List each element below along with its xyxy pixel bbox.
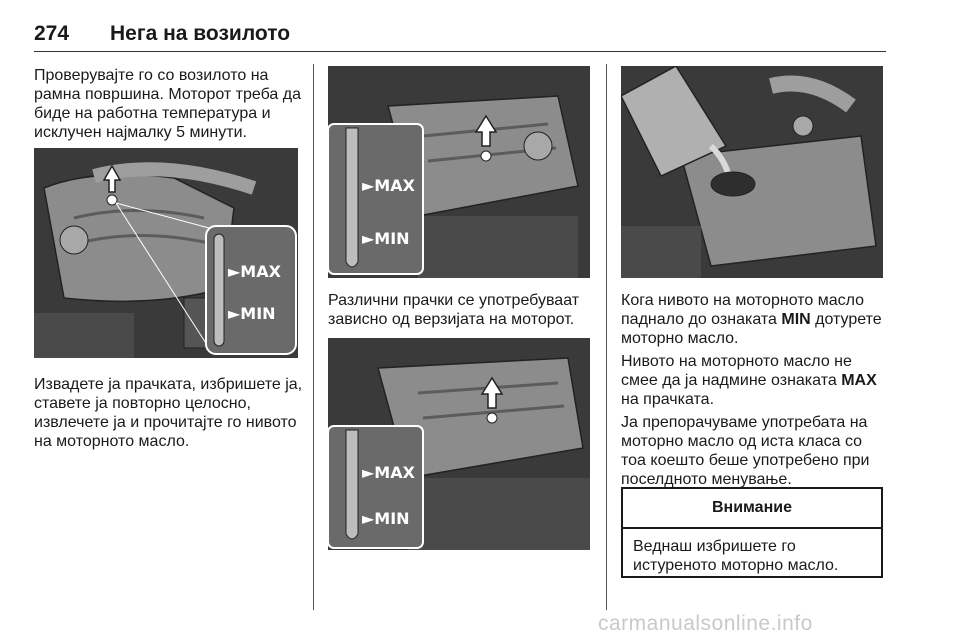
dipstick-min-label-1: ►MIN	[228, 304, 276, 323]
text-max-after: на прачката.	[621, 391, 715, 408]
column-divider-1	[313, 64, 314, 610]
figure-caption: Различни прачки се употребуваат зависно од верзијата на моторот.	[328, 292, 580, 328]
paragraph-recommendation: Ја препорачуваме употребата на моторно масло од иста класа со тоа коешто беше употребено при поселдното менување.	[621, 414, 870, 488]
intro-paragraph: Проверувајте го со возилото на рамна површина. Моторот треба да биде на работна температура и исклучен најмалку 5 минути.	[34, 67, 301, 141]
engine-bay-figure-1	[34, 148, 298, 358]
paragraph-min-level	[621, 291, 887, 348]
page-header	[34, 22, 886, 52]
notice-box	[621, 487, 883, 578]
text-min-after: дотурете моторно масло.	[621, 311, 882, 347]
notice-text: Веднаш избришете го истуреното моторно масло.	[633, 538, 839, 574]
page-number: 274	[34, 22, 70, 45]
oil-filling-figure	[621, 66, 883, 278]
text-max-before: Нивото на моторното масло не смее да ја надмине ознаката	[621, 353, 852, 389]
paragraph-max-level	[621, 352, 887, 409]
page-title: Нега на возилото	[110, 22, 291, 45]
notice-title: Внимание	[623, 489, 881, 529]
dipstick-min-label-2: ►MIN	[362, 229, 410, 248]
dipstick-max-label-1: ►MAX	[228, 262, 281, 281]
engine-bay-figure-2	[328, 66, 590, 278]
engine-bay-figure-3	[328, 338, 590, 550]
text-min-mark: MIN	[781, 311, 811, 328]
watermark: carmanualsonline.info	[598, 612, 813, 635]
text-max-mark: MAX	[841, 372, 877, 389]
text-min-before: Кога нивото на моторното масло паднало до ознаката	[621, 292, 865, 328]
dipstick-max-label-2: ►MAX	[362, 176, 415, 195]
instruction-paragraph: Извадете ја прачката, избришете ја, ставете ја повторно целосно, извлечете ја и прочитајте го нивото на моторното масло.	[34, 376, 303, 450]
dipstick-min-label-3: ►MIN	[362, 509, 410, 528]
column-divider-2	[606, 64, 607, 610]
header-divider	[34, 51, 886, 52]
dipstick-max-label-3: ►MAX	[362, 463, 415, 482]
